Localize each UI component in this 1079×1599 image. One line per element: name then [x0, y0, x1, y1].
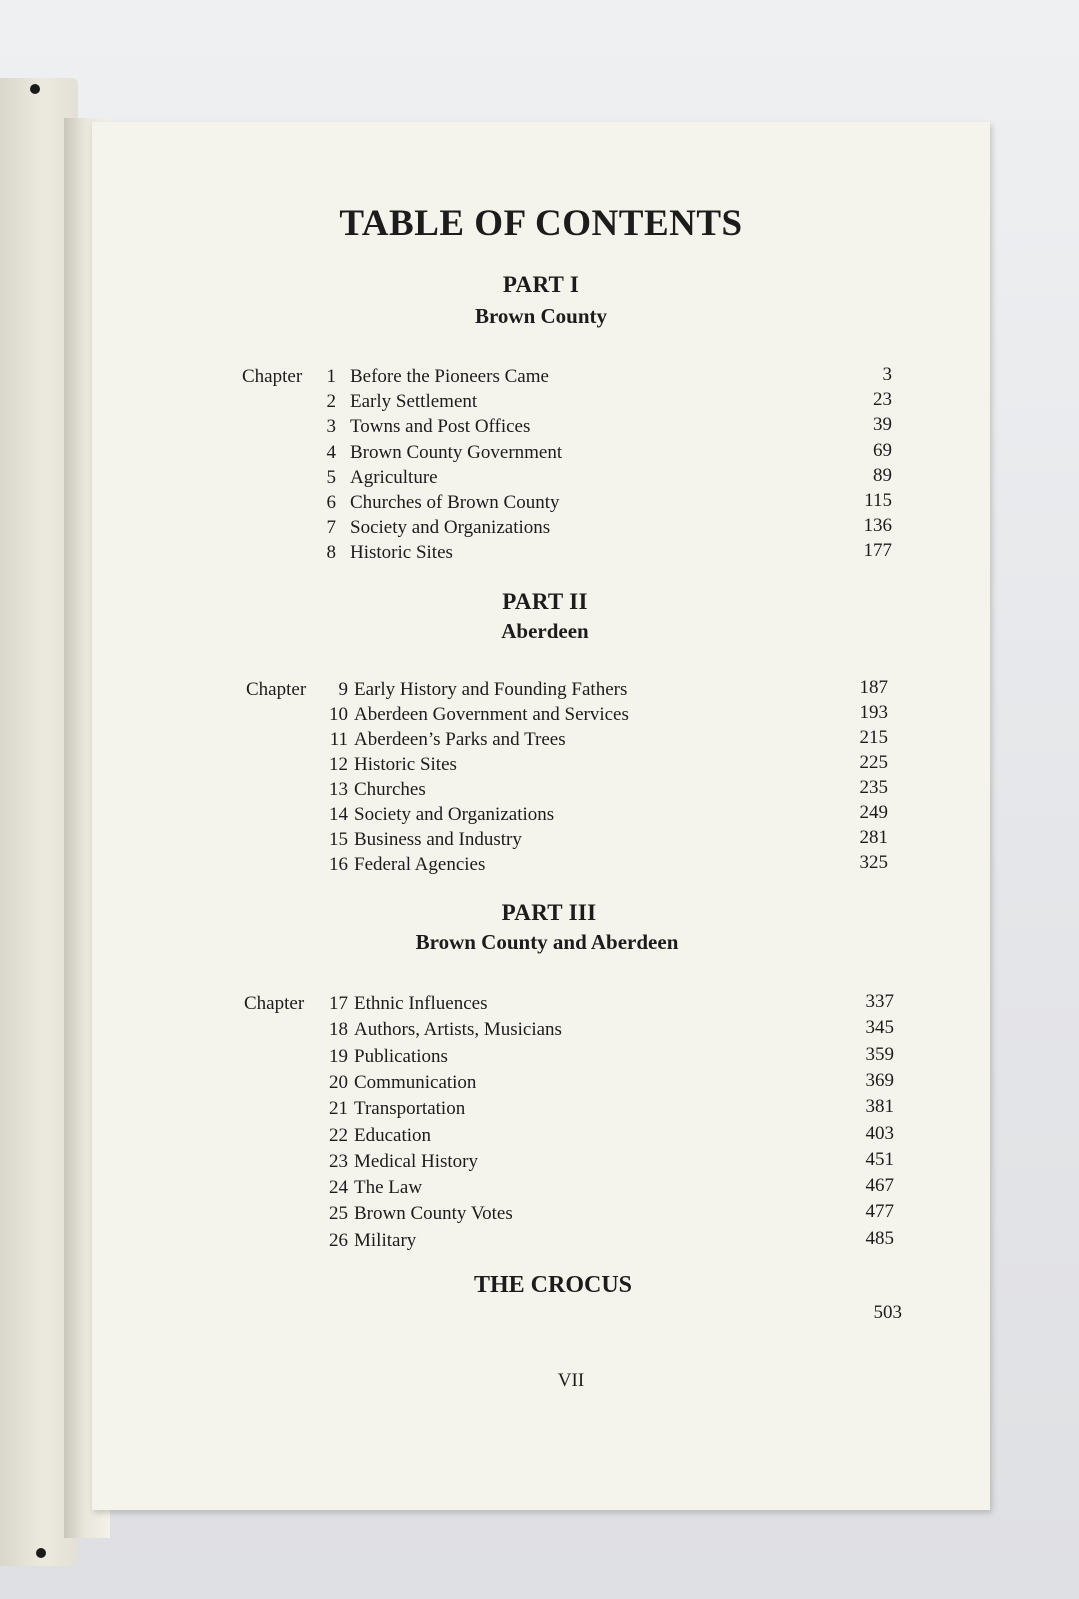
chapter-number: 5 [326, 467, 336, 488]
chapter-page-number: 281 [859, 827, 888, 848]
chapter-page-number: 325 [859, 852, 888, 873]
part-3-subtitle: Brown County and Aberdeen [415, 930, 679, 954]
chapter-page-number: 235 [859, 777, 888, 798]
chapter-page-number: 403 [865, 1123, 894, 1144]
chapter-title: Education [354, 1125, 432, 1146]
chapter-label: Chapter [242, 366, 303, 387]
chapter-number: 25 [329, 1203, 348, 1224]
chapter-title: Churches of Brown County [350, 492, 560, 513]
chapter-number: 15 [329, 829, 348, 850]
chapter-page-number: 177 [863, 540, 892, 561]
chapter-number: 7 [326, 517, 336, 538]
chapter-title: Business and Industry [354, 829, 522, 850]
chapter-label: Chapter [244, 993, 305, 1014]
spine-corner-bottom [36, 1548, 46, 1558]
chapter-number: 22 [329, 1125, 348, 1146]
part-1-subtitle: Brown County [474, 304, 608, 328]
chapter-page-number: 477 [865, 1201, 894, 1222]
chapter-number: 17 [329, 993, 348, 1014]
chapter-page-number: 249 [859, 802, 888, 823]
chapter-number: 16 [329, 854, 348, 875]
chapter-page-number: 89 [873, 465, 892, 486]
chapter-title: Communication [354, 1072, 477, 1093]
chapter-number: 1 [326, 366, 336, 387]
chapter-number: 2 [326, 391, 336, 412]
chapter-number: 21 [329, 1098, 348, 1119]
chapter-number: 13 [329, 779, 348, 800]
crocus-page-number: 503 [873, 1302, 902, 1323]
chapter-page-number: 225 [859, 752, 888, 773]
chapter-page-number: 485 [865, 1228, 894, 1249]
chapter-title: Early Settlement [350, 391, 478, 412]
chapter-number: 8 [326, 542, 336, 563]
chapter-page-number: 23 [873, 389, 892, 410]
chapter-title: Military [354, 1230, 417, 1251]
chapter-label: Chapter [246, 679, 307, 700]
chapter-number: 20 [329, 1072, 348, 1093]
chapter-title: The Law [354, 1177, 423, 1198]
page-folio: VII [557, 1370, 585, 1391]
chapter-title: Towns and Post Offices [350, 416, 531, 437]
chapter-number: 9 [338, 679, 348, 700]
chapter-page-number: 69 [873, 440, 892, 461]
chapter-number: 6 [326, 492, 336, 513]
chapter-page-number: 467 [865, 1175, 894, 1196]
chapter-title: Authors, Artists, Musicians [354, 1019, 562, 1040]
chapter-title: Agriculture [350, 467, 438, 488]
chapter-title: Transportation [354, 1098, 466, 1119]
chapter-number: 3 [326, 416, 336, 437]
chapter-number: 23 [329, 1151, 348, 1172]
chapter-number: 10 [329, 704, 348, 725]
chapter-page-number: 215 [859, 727, 888, 748]
chapter-number: 11 [329, 729, 348, 750]
chapter-page-number: 381 [865, 1096, 894, 1117]
chapter-title: Society and Organizations [354, 804, 555, 825]
chapter-title: Society and Organizations [350, 517, 551, 538]
part-1-label: PART I [502, 272, 580, 297]
chapter-page-number: 451 [865, 1149, 894, 1170]
chapter-number: 14 [329, 804, 348, 825]
chapter-page-number: 193 [859, 702, 888, 723]
contents-page [92, 122, 990, 1510]
chapter-page-number: 337 [865, 991, 894, 1012]
chapter-title: Historic Sites [354, 754, 457, 775]
chapter-page-number: 39 [873, 414, 892, 435]
chapter-title: Brown County Votes [354, 1203, 513, 1224]
part-2-subtitle: Aberdeen [501, 619, 589, 643]
page-title: TABLE OF CONTENTS [339, 203, 743, 244]
chapter-page-number: 359 [865, 1044, 894, 1065]
chapter-title: Aberdeen’s Parks and Trees [354, 729, 566, 750]
chapter-page-number: 3 [882, 364, 892, 385]
chapter-title: Early History and Founding Fathers [354, 679, 628, 700]
chapter-title: Historic Sites [350, 542, 453, 563]
chapter-title: Ethnic Influences [354, 993, 488, 1014]
chapter-number: 19 [329, 1046, 348, 1067]
chapter-page-number: 345 [865, 1017, 894, 1038]
chapter-title: Aberdeen Government and Services [354, 704, 629, 725]
chapter-title: Publications [354, 1046, 448, 1067]
chapter-page-number: 369 [865, 1070, 894, 1091]
part-2-label: PART II [502, 589, 588, 614]
chapter-page-number: 187 [859, 677, 888, 698]
chapter-number: 26 [329, 1230, 348, 1251]
chapter-title: Medical History [354, 1151, 479, 1172]
chapter-number: 4 [326, 442, 336, 463]
part-3-label: PART III [501, 900, 597, 925]
crocus-heading: THE CROCUS [473, 1272, 633, 1298]
chapter-title: Federal Agencies [354, 854, 486, 875]
chapter-number: 18 [329, 1019, 348, 1040]
chapter-number: 24 [329, 1177, 348, 1198]
spine-corner-top [30, 84, 40, 94]
chapter-number: 12 [329, 754, 348, 775]
chapter-title: Before the Pioneers Came [350, 366, 549, 387]
chapter-title: Brown County Government [350, 442, 563, 463]
chapter-page-number: 136 [863, 515, 892, 536]
chapter-title: Churches [354, 779, 426, 800]
chapter-page-number: 115 [864, 490, 892, 511]
